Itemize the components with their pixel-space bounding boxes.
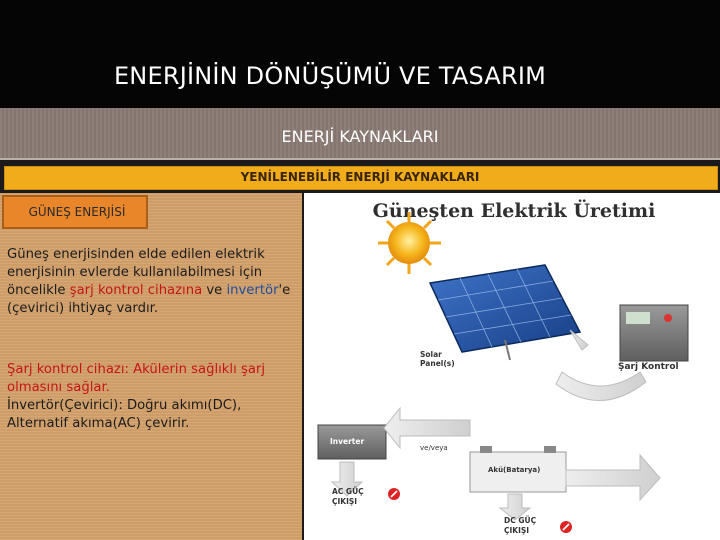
charge-controller-icon (620, 305, 688, 361)
dc-output-label-1: DC GÜÇ (504, 516, 537, 525)
sun-icon (378, 212, 441, 274)
battery-label: Akü(Batarya) (488, 466, 541, 474)
dc-output-label-2: ÇIKIŞI (504, 526, 530, 535)
definition-inverter: İnvertör(Çevirici): Doğru akımı(DC), Alternatif akıma(AC) çevirir. (7, 398, 242, 431)
intro-text-2: ve (202, 283, 227, 298)
or-label: ve/veya (420, 444, 448, 452)
ac-output-icon (388, 488, 400, 500)
topic-tab-label: GÜNEŞ ENERJİSİ (28, 205, 126, 219)
arrow-controller-to-battery (556, 372, 646, 401)
arrow-panel-to-controller (570, 330, 588, 350)
definition-charge-controller: Şarj kontrol cihazı: Akülerin sağlıklı şarj olmasını sağlar. (7, 362, 265, 395)
dc-output-icon (560, 521, 572, 533)
ac-output-label-1: AC GÜÇ (332, 487, 364, 496)
subsection-title: YENİLENEBİLİR ENERJİ KAYNAKLARI (240, 170, 480, 184)
slide-title: ENERJİNİN DÖNÜŞÜMÜ VE TASARIM (113, 62, 547, 90)
section-title: ENERJİ KAYNAKLARI (281, 127, 439, 146)
intro-highlight-inverter: invertör (226, 283, 279, 298)
intro-text-1: Güneş enerjisinden elde edilen elektrik enerjisinin evlerde kullanılabilmesi için öncelikle (7, 247, 265, 298)
ac-output-label-2: ÇIKIŞI (332, 497, 358, 506)
solar-panel-label: Solar Panel(s) (420, 350, 455, 368)
arrow-battery-to-dc (566, 455, 660, 500)
solar-panel-icon (430, 265, 580, 360)
diagram-title: Güneşten Elektrik Üretimi (372, 200, 656, 222)
charge-control-label: Şarj Kontrol (618, 362, 679, 372)
intro-highlight-charge-controller: şarj kontrol cihazına (69, 283, 203, 298)
inverter-label: Inverter (330, 437, 365, 446)
intro-text-3: 'e (çevirici) ihtiyaç vardır. (7, 283, 291, 316)
arrow-battery-to-inverter (384, 408, 470, 448)
